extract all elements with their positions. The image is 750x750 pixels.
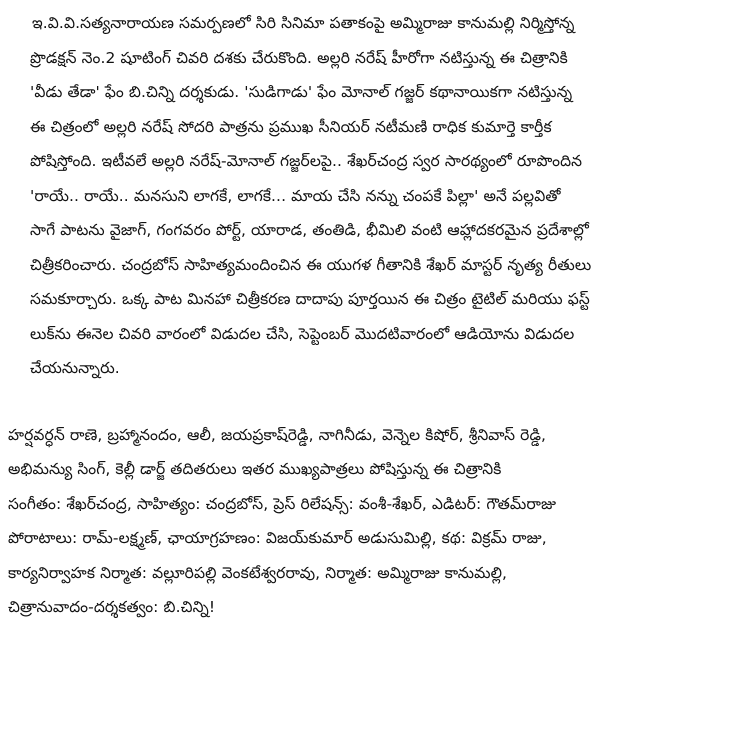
text-line: అభిమన్యు సింగ్, కెల్లీ డార్జ్ తదితరులు ఇతర ముఖ్యపాత్రలు పోషిస్తున్న ఈ చిత్రానికి [8,460,502,478]
text-line: ప్రొడక్షన్ నెం.2 షూటింగ్ చివరి దశకు చేరుకొంది. అల్లరి నరేష్ హీరోగా నటిస్తున్న ఈ చిత్రానికి [30,48,568,67]
text-line: చిత్రీకరించారు. చంద్రబోస్ సాహిత్యమందించిన ఈ యుగళ గీతానికి శేఖర్ మాస్టర్ నృత్య రీతులు [30,255,592,274]
text-line: ఇ.వి.వి.సత్యనారాయణ సమర్పణలో సిరి సినిమా పతాకంపై అమ్మిరాజు కానుమల్లి నిర్మిస్తోన్న [32,14,575,32]
text-line: 'రాయే.. రాయే.. మనసుని లాగకే, లాగకే... మాయ చేసి నన్ను చంపకే పిల్లా' అనే పల్లవితో [30,186,561,205]
text-line: సాగే పాటను వైజాగ్, గంగవరం పోర్ట్, యారాడ, తంతిడి, భీమిలి వంటి ఆహ్లాదకరమైన ప్రదేశాల్లో [30,221,589,239]
article-paragraph-production-news [8,6,742,386]
article-paragraph-credits [8,418,742,625]
text-line: సమకూర్చారు. ఒక్క పాట మినహా చిత్రీకరణ దాదాపు పూర్తయిన ఈ చిత్రం టైటిల్ మరియు ఫస్ట్ [30,290,590,308]
text-line: ఈ చిత్రంలో అల్లరి నరేష్ సోదరి పాత్రను ప్రముఖ సీనియర్ నటీమణి రాధిక కుమార్తె కార్తీక [30,117,552,136]
text-line: కార్యనిర్వాహక నిర్మాత: వల్లూరిపల్లి వెంకటేశ్వరరావు, నిర్మాత: అమ్మిరాజు కానుమల్లి, [8,563,508,582]
text-line: హర్షవర్ధన్ రాణె, బ్రహ్మానందం, ఆలీ, జయప్రకాష్‌రెడ్డి, నాగినీడు, వెన్నెల కిషోర్, శ్రీనివాస్ రెడ్డి, [8,425,547,444]
text-line: చిత్రానువాదం-దర్శకత్వం: బి.చిన్ని! [8,598,216,616]
text-line: 'వీడు తేడా' ఫేం బి.చిన్ని దర్శకుడు. 'సుడిగాడు' ఫేం మోనాల్ గజ్జర్ కథానాయికగా నటిస్తున్న [30,83,573,101]
text-line: పోరాటాలు: రామ్-లక్ష్మణ్, ఛాయాగ్రహణం: విజయ్‌కుమార్ అడుసుమిల్లి, కథ: విక్రమ్ రాజు, [8,529,547,547]
paragraph-gap [8,386,742,418]
text-line: సంగీతం: శేఖర్‌చంద్ర, సాహిత్యం: చంద్రబోస్, ప్రెస్ రిలేషన్స్: వంశీ-శేఖర్, ఎడిటర్: గౌతమ్‌రాజు [8,494,557,513]
text-line: లుక్‌ను ఈనెల చివరి వారంలో విడుదల చేసి, సెప్టెంబర్ మొదటివారంలో ఆడియోను విడుదల [30,324,575,343]
text-line: పోషిస్తోంది. ఇటీవలే అల్లరి నరేష్-మోనాల్ గజ్జర్‌లపై.. శేఖర్‌చంద్ర స్వర సారథ్యంలో రూపొందిన [30,152,583,170]
text-line: చేయనున్నారు. [30,359,120,377]
